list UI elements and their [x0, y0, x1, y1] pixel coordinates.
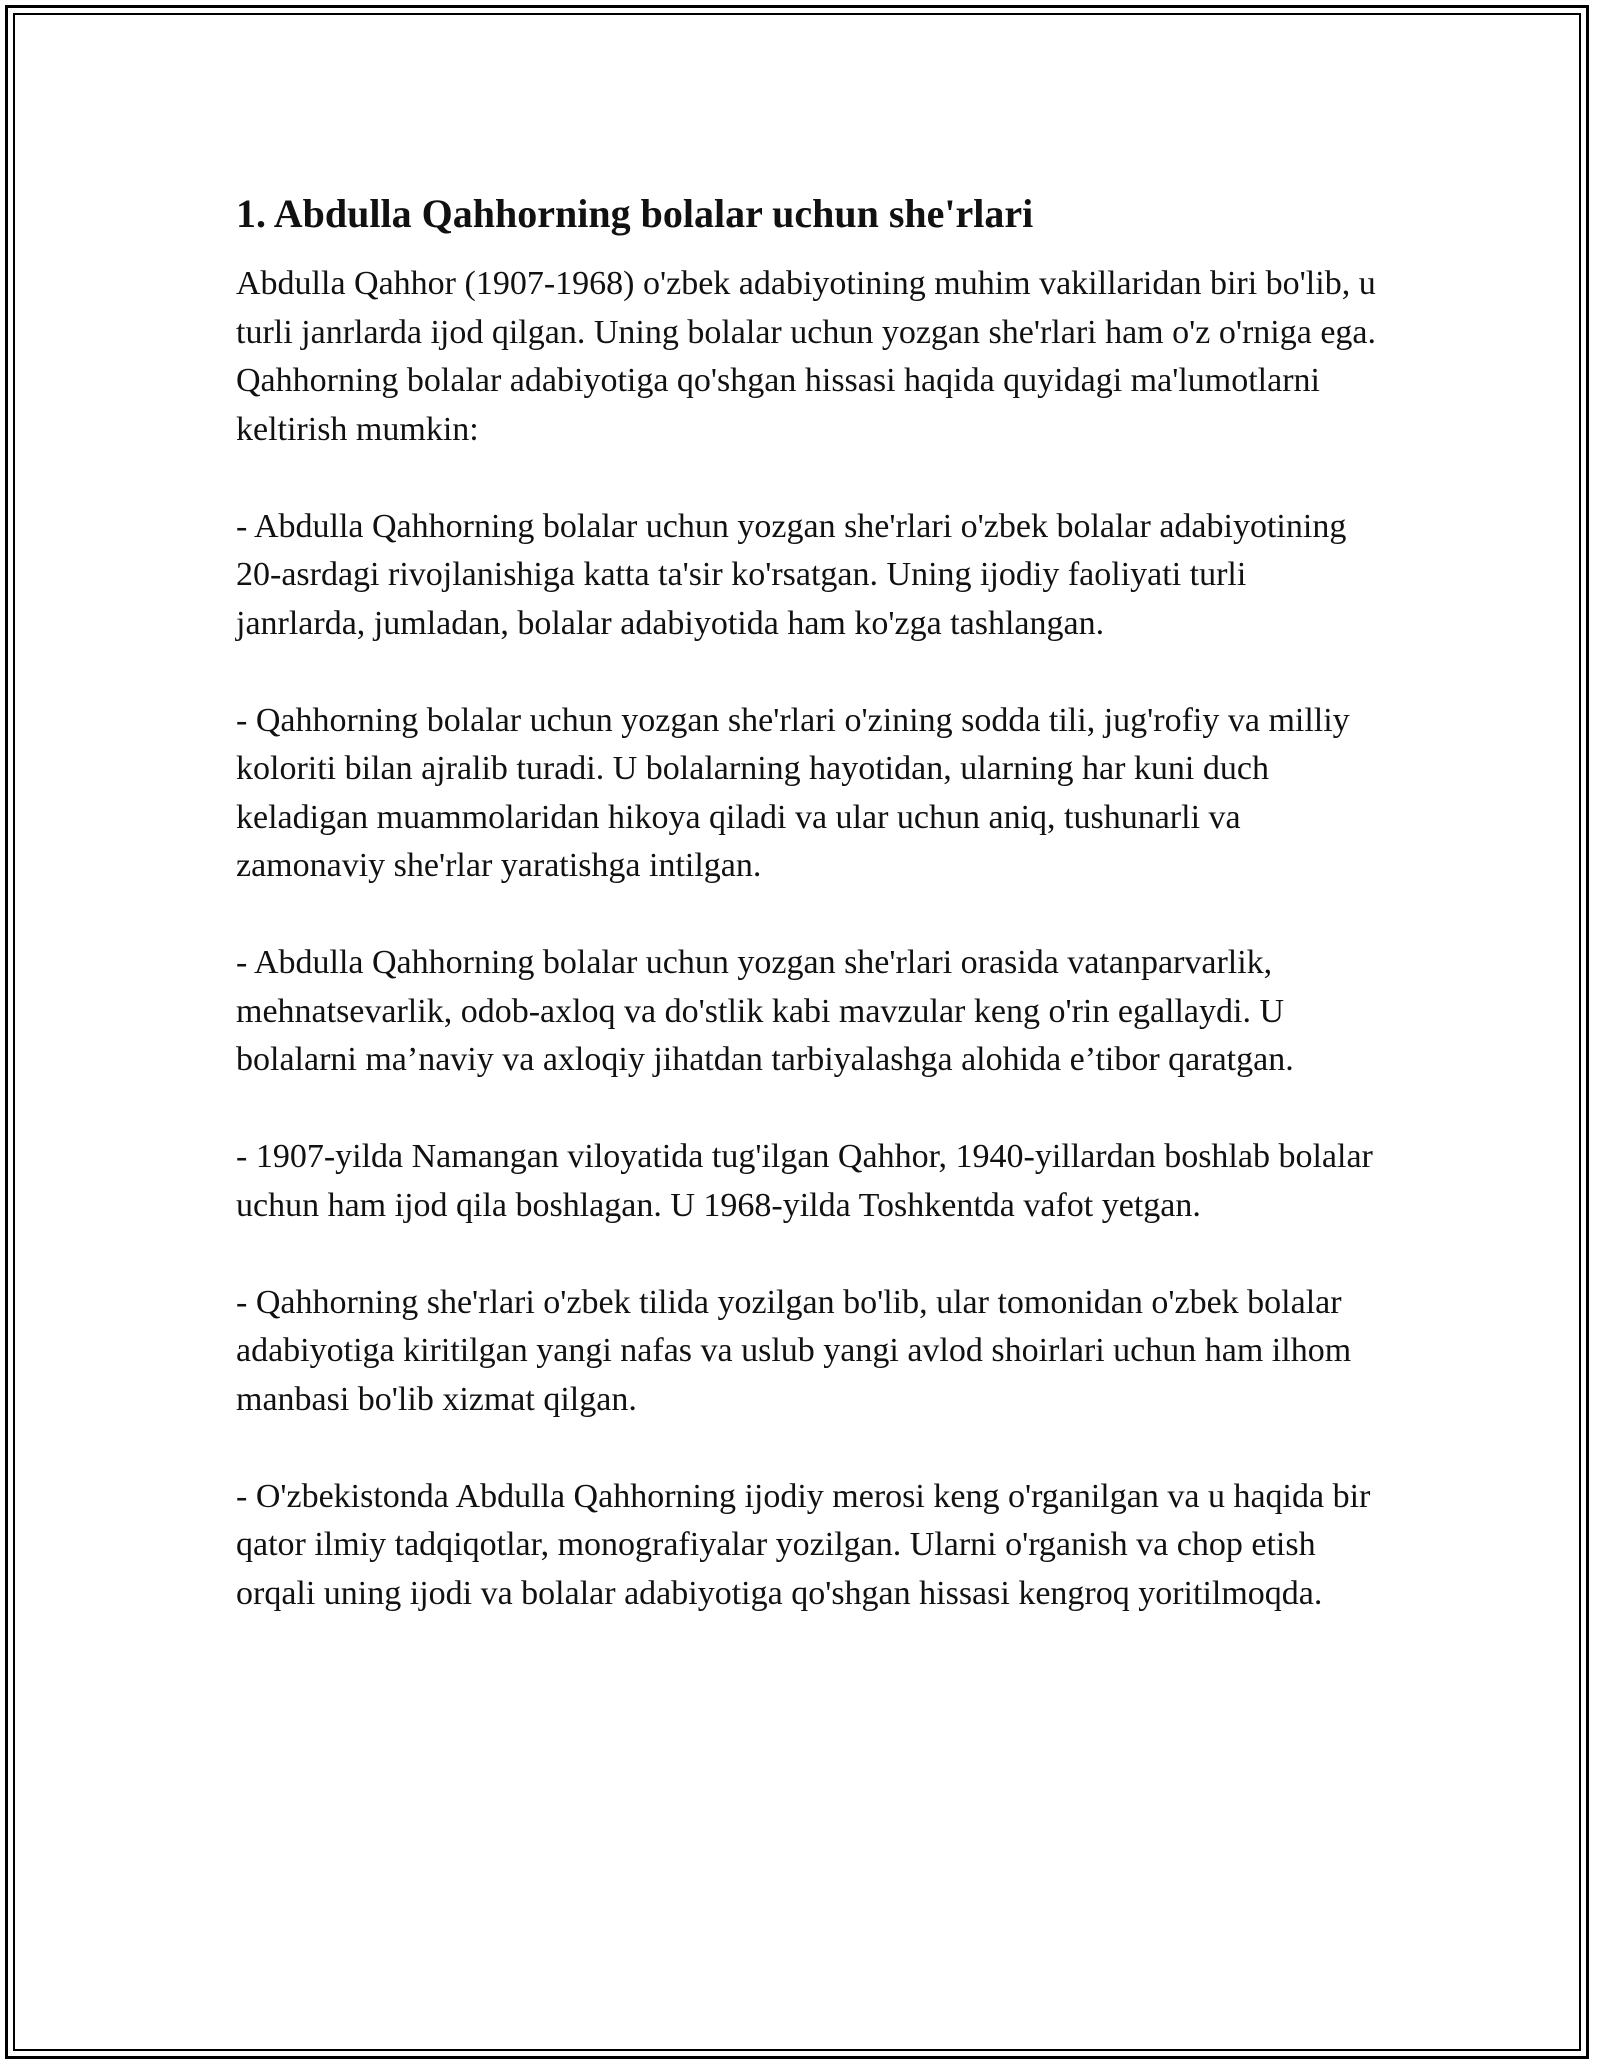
bullet-paragraph: - Qahhorning bolalar uchun yozgan she'rlari o'zining sodda tili, jug'rofiy va milliy koloriti bilan ajralib turadi. U bolalarning hayotidan, ularning har kuni duch keladigan muammolaridan hikoya qiladi va ular uchun aniq, tushunarli va zamonaviy she'rlar yaratishga intilgan. [236, 701, 1350, 884]
document-body [236, 186, 1376, 1667]
bullet-paragraph: - O'zbekistonda Abdulla Qahhorning ijodiy merosi keng o'rganilgan va u haqida bir qator ilmiy tadqiqotlar, monografiyalar yozilgan. Ularni o'rganish va chop etish orqali uning ijodi va bolalar adabiyotiga qo'shgan hissasi kengroq yoritilmoqda. [236, 1477, 1371, 1612]
bullet-paragraph: - Abdulla Qahhorning bolalar uchun yozgan she'rlari o'zbek bolalar adabiyotining 20-asrdagi rivojlanishiga katta ta'sir ko'rsatgan. Uning ijodiy faoliyati turli janrlarda, jumladan, bolalar adabiyotida ham ko'zga tashlangan. [236, 507, 1347, 642]
intro-paragraph: Abdulla Qahhor (1907-1968) o'zbek adabiyotining muhim vakillaridan biri bo'lib, u turli janrlarda ijod qilgan. Uning bolalar uchun yozgan she'rlari ham o'z o'rniga ega. Qahhorning bolalar adabiyotiga qo'shgan hissasi haqida quyidagi ma'lumotlarni keltirish mumkin: [236, 265, 1377, 448]
bullet-paragraph: - 1907-yilda Namangan viloyatida tug'ilgan Qahhor, 1940-yillardan boshlab bolalar uchun ham ijod qila boshlagan. U 1968-yilda Toshkentda vafot yetgan. [236, 1138, 1373, 1224]
bullet-paragraph: - Abdulla Qahhorning bolalar uchun yozgan she'rlari orasida vatanparvarlik, mehnatsevarlik, odob-axloq va do'stlik kabi mavzular keng o'rin egallaydi. U bolalarni ma’naviy va axloqiy jihatdan tarbiyalashga alohida e’tibor qaratgan. [236, 944, 1294, 1078]
document-heading: 1. Abdulla Qahhorning bolalar uchun she'rlari [236, 191, 1034, 236]
bullet-paragraph: - Qahhorning she'rlari o'zbek tilida yozilgan bo'lib, ular tomonidan o'zbek bolalar adabiyotiga kiritilgan yangi nafas va uslub yangi avlod shoirlari uchun ham ilhom manbasi bo'lib xizmat qilgan. [236, 1283, 1352, 1418]
